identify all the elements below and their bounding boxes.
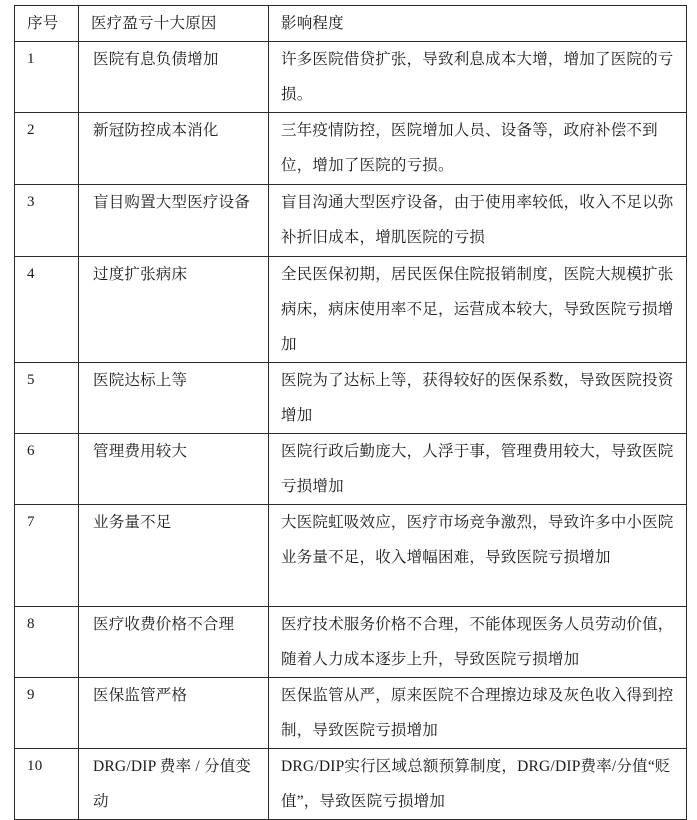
cell-impact: [269, 257, 687, 363]
cell-reason: [79, 257, 269, 363]
cell-reason: [79, 434, 269, 505]
column-header-impact: [269, 6, 687, 42]
row-index-value: 8: [27, 616, 35, 632]
row-index-value: 6: [27, 443, 35, 459]
cell-index: [15, 434, 79, 505]
table-row: [15, 505, 687, 607]
row-reason-value: 管理费用较大: [93, 443, 188, 460]
cell-impact: [269, 42, 687, 113]
row-impact-value: 许多医院借贷扩张，导致利息成本大增，增加了医院的亏损。: [281, 51, 674, 103]
table-row: [15, 185, 687, 257]
row-reason-value: 盲目购置大型医疗设备: [93, 194, 251, 211]
cell-index: [15, 363, 79, 434]
row-reason-value: 医院有息负债增加: [93, 51, 219, 68]
row-reason-value: 医保监管严格: [93, 687, 188, 704]
cell-reason: [79, 607, 269, 678]
cell-impact: [269, 749, 687, 820]
table-row: [15, 749, 687, 820]
row-reason-value: 医疗收费价格不合理: [93, 616, 235, 633]
cell-impact: [269, 185, 687, 257]
row-impact-value: 医院行政后勤庞大，人浮于事，管理费用较大，导致医院亏损增加: [281, 443, 674, 495]
row-impact-value: 医疗技术服务价格不合理，不能体现医务人员劳动价值，随着人力成本逐步上升，导致医院亏损增加: [281, 616, 674, 668]
cell-impact: [269, 678, 687, 749]
cell-reason: [79, 113, 269, 185]
table-container: [14, 5, 686, 820]
cell-reason: [79, 749, 269, 820]
row-index-value: 10: [27, 758, 43, 774]
cell-index: [15, 678, 79, 749]
cell-reason: [79, 42, 269, 113]
table-row: [15, 434, 687, 505]
row-reason-value: DRG/DIP 费率 / 分值变动: [93, 758, 252, 810]
row-impact-value: 三年疫情防控，医院增加人员、设备等，政府补偿不到位，增加了医院的亏损。: [281, 122, 658, 174]
column-header-impact-label: 影响程度: [281, 15, 344, 32]
row-impact-value: 医保监管从严，原来医院不合理擦边球及灰色收入得到控制，导致医院亏损增加: [281, 687, 674, 739]
table-row: [15, 257, 687, 363]
table-row: [15, 607, 687, 678]
table-row: [15, 363, 687, 434]
cell-index: [15, 113, 79, 185]
cell-index: [15, 257, 79, 363]
cell-index: [15, 607, 79, 678]
table-header-row: [15, 6, 687, 42]
cell-index: [15, 749, 79, 820]
table-row: [15, 678, 687, 749]
row-reason-value: 新冠防控成本消化: [93, 122, 219, 139]
row-reason-value: 医院达标上等: [93, 372, 188, 389]
column-header-reason: [79, 6, 269, 42]
column-header-index-label: 序号: [27, 15, 59, 32]
cell-impact: [269, 434, 687, 505]
row-impact-value: DRG/DIP实行区域总额预算制度，DRG/DIP费率/分值“贬值”，导致医院亏损增加: [281, 758, 671, 810]
row-index-value: 5: [27, 372, 35, 388]
row-reason-value: 业务量不足: [93, 514, 172, 531]
cell-reason: [79, 678, 269, 749]
cell-reason: [79, 185, 269, 257]
table-row: [15, 42, 687, 113]
cell-reason: [79, 505, 269, 607]
cell-index: [15, 505, 79, 607]
cell-index: [15, 42, 79, 113]
table-header: [15, 6, 687, 42]
cell-reason: [79, 363, 269, 434]
row-index-value: 4: [27, 266, 35, 282]
row-index-value: 2: [27, 122, 35, 138]
row-impact-value: 医院为了达标上等，获得较好的医保系数，导致医院投资增加: [281, 372, 674, 424]
cell-impact: [269, 363, 687, 434]
cell-impact: [269, 607, 687, 678]
row-reason-value: 过度扩张病床: [93, 266, 188, 283]
cell-impact: [269, 113, 687, 185]
row-impact-value: 全民医保初期，居民医保住院报销制度，医院大规模扩张病床，病床使用率不足，运营成本较大，导致医院亏损增加: [281, 266, 674, 353]
row-index-value: 9: [27, 687, 35, 703]
cell-index: [15, 185, 79, 257]
column-header-index: [15, 6, 79, 42]
row-impact-value: 盲目沟通大型医疗设备，由于使用率较低，收入不足以弥补折旧成本，增肌医院的亏损: [281, 194, 674, 246]
column-header-reason-label: 医疗盈亏十大原因: [91, 15, 217, 32]
row-index-value: 1: [27, 51, 35, 67]
row-impact-value: 大医院虹吸效应，医疗市场竞争激烈，导致许多中小医院业务量不足，收入增幅困难，导致医院亏损增加: [281, 514, 674, 566]
cell-impact: [269, 505, 687, 607]
row-index-value: 7: [27, 514, 35, 530]
reason-table: [14, 5, 687, 820]
table-row: [15, 113, 687, 185]
table-body: [15, 42, 687, 820]
row-index-value: 3: [27, 194, 35, 210]
